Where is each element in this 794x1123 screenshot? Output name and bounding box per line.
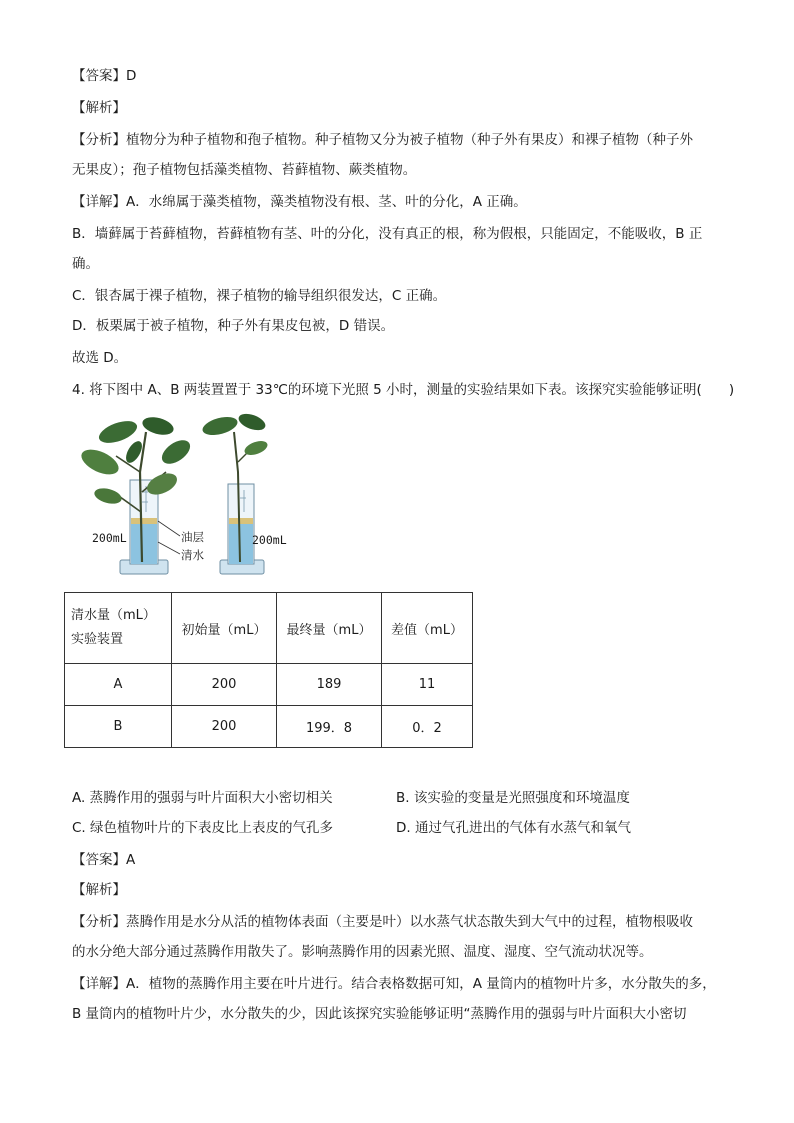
corner-line-2: 实验装置 [71, 632, 124, 647]
table-header-row [65, 593, 473, 664]
q4-detail-line-2: B 量筒内的植物叶片少，水分散失的少，因此该探究实验能够证明“蒸腾作用的强弱与叶片面积大小密切 [72, 1006, 687, 1022]
q4-stem: 4. 将下图中 A、B 两装置置于 33℃的环境下光照 5 小时，测量的实验结果如下表。该探究实验能够证明( ) [72, 382, 735, 398]
results-table [64, 592, 473, 748]
table-cell: B [65, 706, 172, 748]
q3-detail-line-5: D．板栗属于被子植物，种子外有果皮包被，D 错误。 [72, 318, 395, 334]
q4-detail-line-1: 【详解】A．植物的蒸腾作用主要在叶片进行。结合表格数据可知，A 量筒内的植物叶片多，水分散失的多， [72, 976, 716, 992]
table-corner-cell [65, 593, 172, 664]
water-pointer [158, 542, 180, 554]
table-row [65, 664, 473, 706]
q3-detail-line-1: 【详解】A．水绵属于藻类植物，藻类植物没有根、茎、叶的分化，A 正确。 [72, 194, 527, 210]
table-row [65, 706, 473, 748]
q3-detail-line-4: C．银杏属于裸子植物，裸子植物的输导组织很发达，C 正确。 [72, 288, 447, 304]
table-cell: 11 [382, 664, 473, 706]
q3-analysis-title: 【解析】 [72, 100, 126, 116]
right-volume-label: 200mL [252, 533, 287, 547]
table-header: 初始量（mL） [172, 593, 277, 664]
q3-analysis-line-2: 无果皮）；孢子植物包括藻类植物、苔藓植物、蕨类植物。 [72, 162, 417, 178]
table-cell: 0．2 [382, 706, 473, 748]
q4-answer: 【答案】A [72, 852, 136, 868]
q4-analysis-line-2: 的水分绝大部分通过蒸腾作用散失了。影响蒸腾作用的因素光照、温度、湿度、空气流动状况等。 [72, 944, 653, 960]
table-cell: 200 [172, 706, 277, 748]
q3-detail-line-3: 确。 [72, 256, 99, 272]
q3-conclusion: 故选 D。 [72, 350, 128, 366]
q3-answer: 【答案】D [72, 68, 137, 84]
option-a[interactable]: A. 蒸腾作用的强弱与叶片面积大小密切相关 [72, 790, 333, 806]
table-cell: 189 [277, 664, 382, 706]
table-cell: 199．8 [277, 706, 382, 748]
cylinder-a [120, 480, 168, 574]
oil-layer-label: 油层 [181, 530, 204, 544]
option-b[interactable]: B. 该实验的变量是光照强度和环境温度 [396, 790, 630, 806]
table-header: 最终量（mL） [277, 593, 382, 664]
experiment-figure [76, 412, 296, 588]
option-c[interactable]: C. 绿色植物叶片的下表皮比上表皮的气孔多 [72, 820, 334, 836]
q3-detail-line-2: B．墙藓属于苔藓植物，苔藓植物有茎、叶的分化，没有真正的根，称为假根，只能固定，不能吸收，B 正 [72, 226, 703, 242]
q3-analysis-line-1: 【分析】植物分为种子植物和孢子植物。种子植物又分为被子植物（种子外有果皮）和裸子植物（种子外 [72, 132, 693, 148]
oil-pointer [158, 521, 180, 536]
table-cell: 200 [172, 664, 277, 706]
corner-line-1: 清水量（mL） [71, 608, 156, 623]
table-header: 差值（mL） [382, 593, 473, 664]
water-label: 清水 [181, 548, 204, 562]
table-cell: A [65, 664, 172, 706]
q4-analysis-line-1: 【分析】蒸腾作用是水分从活的植物体表面（主要是叶）以水蒸气状态散失到大气中的过程，植物根吸收 [72, 914, 693, 930]
q4-analysis-title: 【解析】 [72, 882, 126, 898]
option-d[interactable]: D. 通过气孔进出的气体有水蒸气和氧气 [396, 820, 631, 836]
left-volume-label: 200mL [92, 531, 127, 545]
cylinder-b [220, 484, 264, 574]
